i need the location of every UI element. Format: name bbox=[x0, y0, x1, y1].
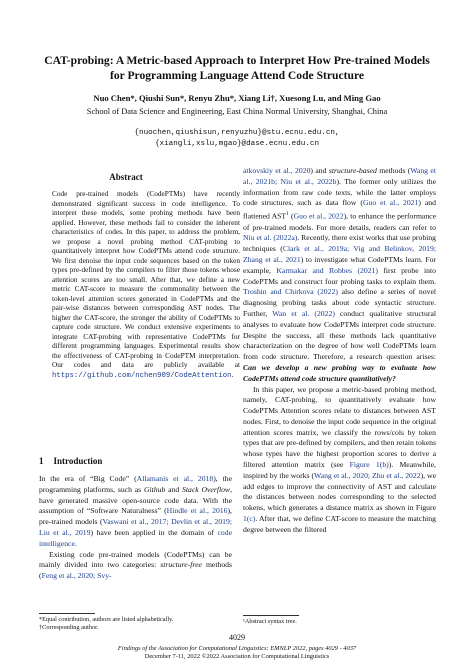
paper-title: CAT-probing: A Metric-based Approach to Interpret How Pre-trained Models for Programming Language Attend Code Structure bbox=[44, 54, 430, 82]
citation-link[interactable]: Hindle et al., 2016 bbox=[166, 506, 228, 516]
footnote-corresponding-author: †Corresponding author. bbox=[39, 624, 99, 631]
abstract-end: . bbox=[231, 369, 234, 379]
italic-term: structure-based bbox=[328, 166, 377, 175]
right-paragraph-1: atkovskiy et al., 2020) and structure-based methods (Wang et al., 2021b; Niu et al., 2022b). The former only utilizes the information from raw code texts, while the latter employs code structures, such as data flow (Guo et al., 2021) and flattened AST$^1$ (Guo et al., 2022), to enhance the performance of pre-trained models. For more details, readers can refer to Niu et al. (2022a). Recently, there exist works that use probing techniques (Clark et al., 2019a; Vig and Belinkov, 2019; Zhang et al., 2021) to investigate what CodePTMs learn. For example, Karmakar and Robbes (2021) first probe into CodePTMs and construct four probing tasks to explain them. Troshin and Chirkova (2022) also define a series of novel diagnosing probing tasks about code syntactic structure. Further, Wan et al. (2022) conduct qualitative structural analyses to evaluate how CodePTMs interpret code structure. Despite the success, all these methods lack quantitative characterization on the degree of how well CodePTMs learn from code structure. Therefore, a research question arises: Can we develop a new probing way to evaluate how CodePTMs attend code structure quantitatively? bbox=[243, 166, 437, 383]
footer-date: December 7-11, 2022 ©2022 Association for Computational Linguistics bbox=[144, 653, 330, 661]
citation-link[interactable]: Niu et al. (2022a) bbox=[243, 233, 298, 243]
footnote-equal-contribution: *Equal contribution, authors are listed alphabetically. bbox=[39, 616, 174, 623]
intro-paragraph-1: In the era of “Big Code” (Allamanis et al., 2018), the programming platforms, such as Github and Stack Overflow, have generated massive open-source code data. With the assumption of “Software Naturalness” (Hindle et al., 2016), pre-trained models (Vaswani et al., 2017; Devlin et al., 2019; Liu et al., 2019) have been applied in the domain of code intelligence. bbox=[39, 474, 232, 548]
citation-link[interactable]: Vaswani et al., 2017; Devlin et al., 2019; Liu et al., 2019 bbox=[39, 517, 232, 537]
citation-link[interactable]: Figure 1(b) bbox=[349, 460, 389, 470]
email-line-1: {nuochen,qiushisun,renyuzhu}@stu.ecnu.edu.cn, bbox=[134, 129, 340, 137]
email-block bbox=[30, 128, 444, 150]
research-question: Can we develop a new probing way to evaluate how CodePTMs attend code structure quantitatively? bbox=[243, 362, 436, 383]
abstract-body bbox=[52, 189, 240, 381]
citation-link[interactable]: Wang et al., 2021b; Niu et al., 2022b bbox=[243, 166, 436, 186]
citation-link[interactable]: atkovskiy et al., 2020 bbox=[243, 166, 311, 175]
section-title: Introduction bbox=[53, 456, 103, 466]
citation-link[interactable]: Wang et al., 2020; Zhu et al., 2022 bbox=[314, 470, 421, 480]
email-line-2: {xiangli,xslu,mgao}@dase.ecnu.edu.cn bbox=[154, 140, 320, 148]
page-number: 4029 bbox=[229, 633, 245, 642]
right-paragraph-2: In this paper, we propose a metric-based probing method, namely, CAT-probing, to quantitatively evaluate how CodePTMs Attention scores relate to distances between AST nodes. First, to denoise the input code sequence in the original attention scores matrix, we classify the rows/cols by token types that are pre-defined by compilers, and then retain tokens whose types have the highest proportion scores to derive a filtered attention matrix (see Figure 1(b)). Meanwhile, inspired by the works (Wang et al., 2020; Zhu et al., 2022), we add edges to improve the connectivity of AST and calculate the distances between nodes corresponding to the selected tokens, which generates a distance matrix as shown in Figure 1(c). After that, we define CAT-score to measure the matching degree between the filtered bbox=[243, 384, 436, 534]
section-heading-introduction bbox=[39, 456, 102, 466]
citation-link[interactable]: Guo et al., 2021 bbox=[362, 198, 419, 208]
affiliation: School of Data Science and Engineering, East China Normal University, Shanghai, China bbox=[86, 107, 388, 116]
citation-link[interactable]: Allamanis et al., 2018 bbox=[136, 474, 214, 483]
italic-term: Stack Overflow bbox=[182, 484, 231, 494]
citation-link[interactable]: Clark et al., 2019a; Vig and Belinkov, 2019; Zhang et al., 2021 bbox=[243, 244, 436, 264]
italic-term: Github bbox=[143, 484, 166, 494]
footnote-rule-left bbox=[39, 613, 95, 614]
intro-paragraph-2: Existing code pre-trained models (CodePTMs) can be mainly divided into two categories: structure-free methods (Feng et al., 2020; Svy- bbox=[39, 549, 232, 581]
right-column-body bbox=[243, 166, 436, 536]
code-repo-link[interactable]: https://github.com/nchen909/CodeAttention bbox=[52, 371, 232, 380]
abstract-text: Code pre-trained models (CodePTMs) have recently demonstrated significant success in code intelligence. To interpret these models, some probing methods have been applied. However, these methods fail to consider the inherent characteristics of codes. In this paper, to address the problem, we propose a novel probing method CAT-probing to quantitatively interpret how CodePTMs attend code structure. We first denoise the input code sequences based on the token types pre-defined by the compilers to filter those tokens whose attention scores are too small. After that, we define a new metric CAT-score to measure the commonality between the token-level attention scores generated in CodePTMs and the pair-wise distances between corresponding AST nodes. The higher the CAT-score, the stronger the ability of CodePTMs to capture code structure. We conduct extensive experiments to integrate CAT-probing with representative CodePTMs for different programming languages. Experimental results show the effectiveness of CAT-probing in CodePTM interpretation. Our codes and data are publicly available at bbox=[52, 189, 240, 369]
author-list: Nuo Chen*, Qiushi Sun*, Renyu Zhu*, Xiang Li†, Xuesong Lu, and Ming Gao bbox=[93, 93, 381, 103]
abstract-heading: Abstract bbox=[109, 172, 143, 182]
citation-link[interactable]: Karmakar and Robbes (2021) bbox=[276, 265, 378, 275]
footnote-marker[interactable]: 1 bbox=[286, 211, 289, 218]
left-column-body bbox=[39, 474, 232, 582]
citation-link[interactable]: code intelligence bbox=[39, 527, 232, 548]
citation-link[interactable]: Guo et al., 2022 bbox=[293, 211, 344, 221]
footnotes-left bbox=[39, 616, 232, 632]
citation-link[interactable]: 1(c) bbox=[243, 514, 256, 524]
section-number: 1 bbox=[39, 456, 44, 466]
footnote-ast: ¹Abstract syntax tree. bbox=[243, 618, 297, 625]
citation-link[interactable]: Feng et al., 2020; Svy- bbox=[41, 571, 112, 581]
citation-link[interactable]: Troshin and Chirkova (2022) bbox=[243, 287, 338, 297]
footnote-rule-right bbox=[243, 615, 299, 616]
footnotes-right bbox=[243, 618, 436, 626]
italic-term: structure-free bbox=[160, 560, 202, 570]
page-footer bbox=[0, 645, 474, 661]
citation-link[interactable]: Wan et al. (2022) bbox=[272, 308, 335, 318]
footer-venue: Findings of the Association for Computational Linguistics: EMNLP 2022, pages 4029 - 4037 bbox=[117, 645, 357, 652]
